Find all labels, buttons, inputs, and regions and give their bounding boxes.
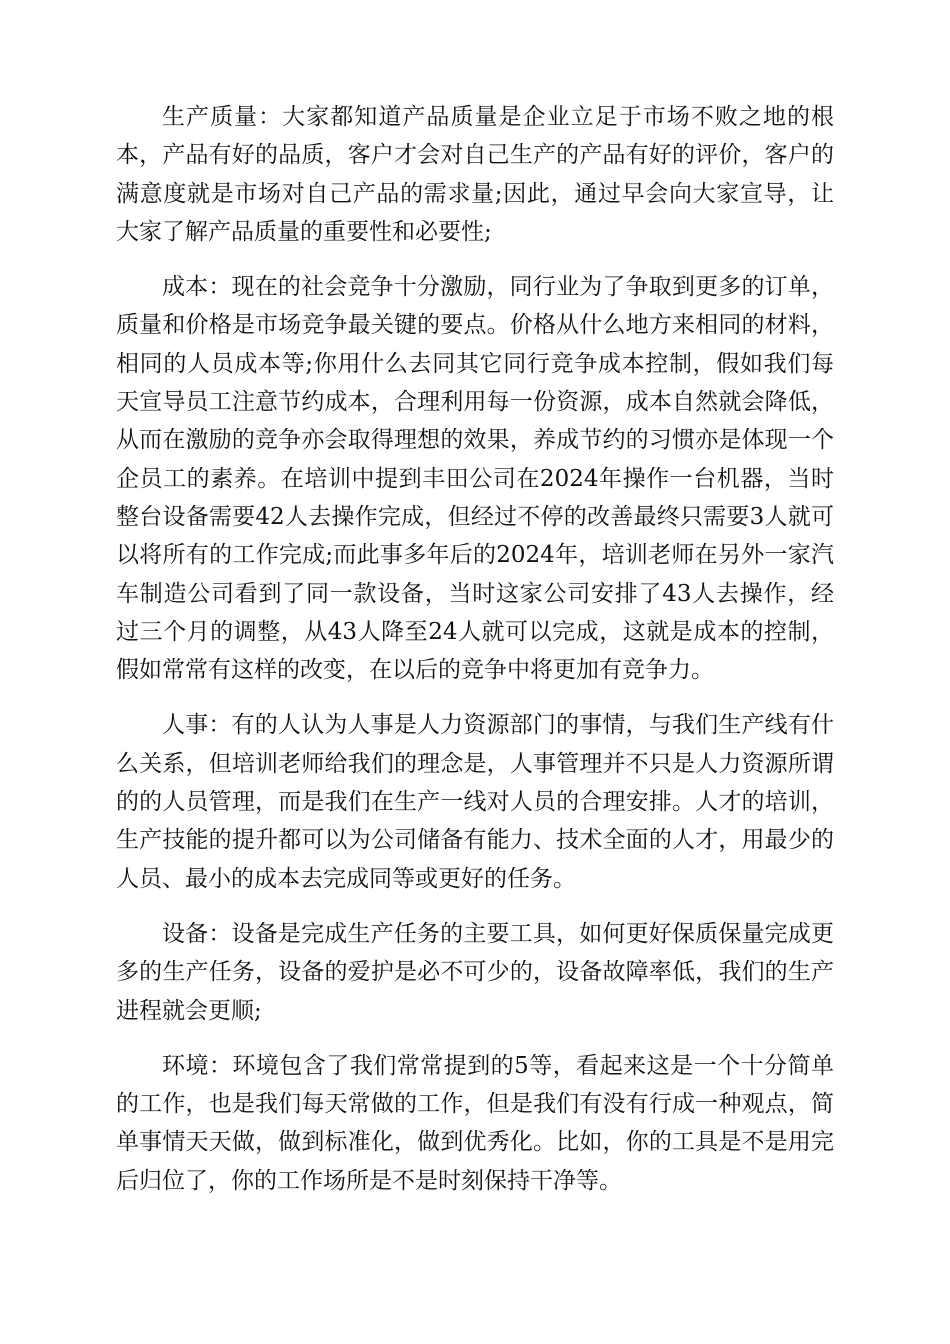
paragraph-quality: 生产质量：大家都知道产品质量是企业立足于市场不败之地的根本，产品有好的品质，客户才会对自己生产的产品有好的评价，客户的满意度就是市场对自己产品的需求量;因此，通过早会向大家宣导，让大家了解产品质量的重要性和必要性; <box>116 104 834 245</box>
paragraph-cost: 成本：现在的社会竞争十分激励，同行业为了争取到更多的订单，质量和价格是市场竞争最关键的要点。价格从什么地方来相同的材料，相同的人员成本等;你用什么去同其它同行竞争成本控制，假如我们每天宣导员工注意节约成本，合理利用每一份资源，成本自然就会降低，从而在激励的竞争亦会取得理想的效果，养成节约的习惯亦是体现一个企员工的素养。在培训中提到丰田公司在2024年操作一台机器，当时整台设备需要42人去操作完成，但经过不停的改善最终只需要3人就可以将所有的工作完成;而此事多年后的2024年，培训老师在另外一家汽车制造公司看到了同一款设备，当时这家公司安排了43人去操作，经过三个月的调整，从43人降至24人就可以完成，这就是成本的控制，假如常常有这样的改变，在以后的竞争中将更加有竞争力。 <box>116 274 834 684</box>
paragraph-environment: 环境：环境包含了我们常常提到的5等，看起来这是一个十分简单的工作，也是我们每天常做的工作，但是我们有没有行成一种观点，简单事情天天做，做到标准化，做到优秀化。比如，你的工具是不是用完后归位了，你的工作场所是不是时刻保持干净等。 <box>116 1052 834 1194</box>
paragraph-equipment: 设备：设备是完成生产任务的主要工具，如何更好保质保量完成更多的生产任务，设备的爱护是必不可少的，设备故障率低，我们的生产进程就会更顺; <box>116 920 834 1024</box>
document-page <box>116 98 834 1217</box>
paragraph-personnel: 人事：有的人认为人事是人力资源部门的事情，与我们生产线有什么关系，但培训老师给我们的理念是，人事管理并不只是人力资源所谓的的人员管理，而是我们在生产一线对人员的合理安排。人才的培训，生产技能的提升都可以为公司储备有能力、技术全面的人才，用最少的人员、最小的成本去完成同等或更好的任务。 <box>116 712 834 892</box>
